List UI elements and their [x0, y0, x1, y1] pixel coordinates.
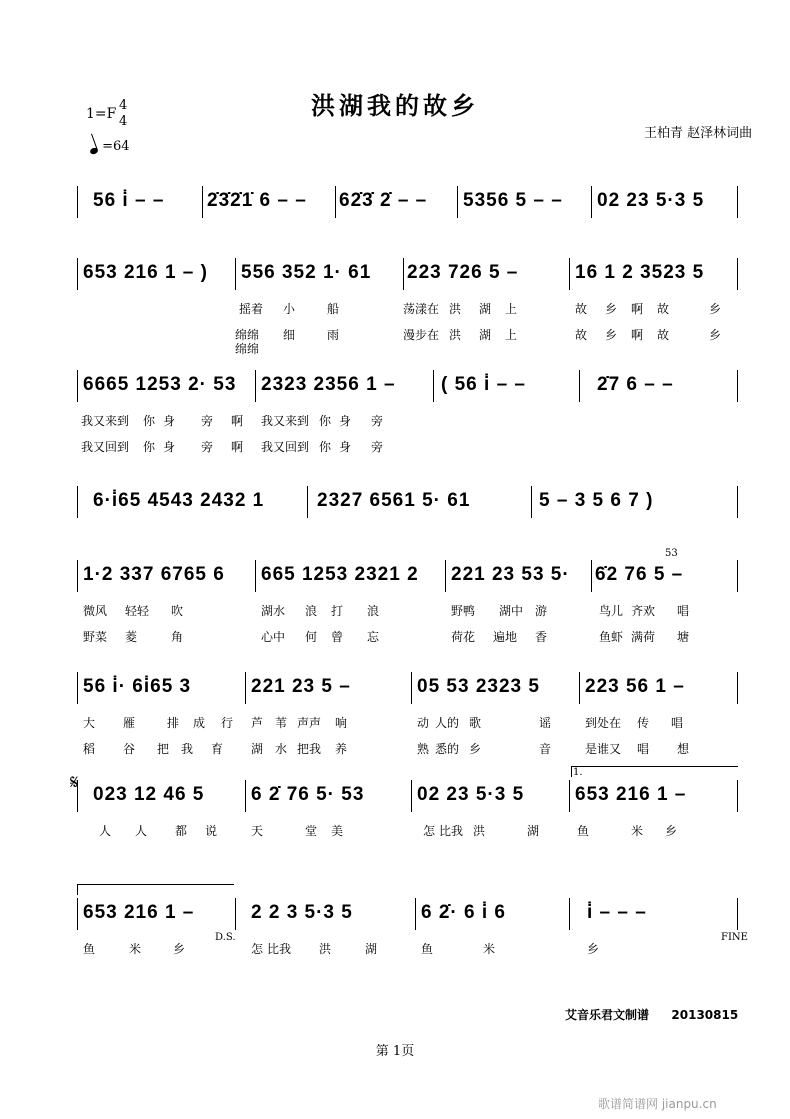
bar-line	[77, 486, 78, 518]
lyric-verse-1: 大	[83, 716, 96, 730]
lyric-verse-2: 菱	[125, 630, 138, 644]
bar-line	[569, 780, 570, 812]
song-title: 洪湖我的故乡	[311, 92, 479, 120]
lyric-verse-2: 湖	[479, 328, 492, 342]
measure-notes: 2̇7 6 – –	[597, 374, 674, 395]
measure-notes: 556 352 1· 61	[241, 262, 372, 283]
bar-line	[737, 258, 738, 290]
bar-line	[255, 560, 256, 592]
lyric-verse-2: 角	[171, 630, 184, 644]
lyric-verse-1: 美	[331, 824, 344, 838]
lyric-verse-1: 你	[319, 414, 332, 428]
tempo-value: =64	[102, 139, 130, 154]
lyric-verse-1: 谣	[539, 716, 552, 730]
bar-line	[235, 898, 236, 930]
lyric-verse-2: 水	[275, 742, 288, 756]
lyric-verse-1: 鱼	[577, 824, 590, 838]
lyric-verse-1: 摇着	[239, 302, 264, 316]
measure-notes: i̇ – – –	[587, 902, 647, 923]
lyric-verse-1: 游	[535, 604, 548, 618]
date: 20130815	[671, 1008, 739, 1022]
lyric-verse-1: 野鸭	[451, 604, 476, 618]
lyric-verse-1: 米	[631, 824, 644, 838]
lyric-verse-2: 雨	[327, 328, 340, 342]
lyric-verse-1: 米	[483, 942, 496, 956]
bar-line	[579, 370, 580, 402]
lyric-verse-2: 啊	[631, 328, 644, 342]
lyric-verse-1: 旁	[371, 414, 384, 428]
bar-line	[737, 898, 738, 930]
credit: 艾音乐君文制谱	[565, 1008, 650, 1022]
lyric-verse-1: 我又来到	[261, 414, 310, 428]
lyric-verse-2: 熟	[417, 742, 430, 756]
measure-notes: 6·i̇65 4543 2432 1	[93, 490, 265, 511]
lyric-verse-1: 比我	[439, 824, 464, 838]
bar-line	[202, 186, 203, 218]
measure-notes: 1·2 337 6765 6	[83, 564, 225, 585]
measure-notes: 02 23 5·3 5	[417, 784, 525, 805]
bar-line	[77, 560, 78, 592]
lyric-verse-1: 吹	[171, 604, 184, 618]
lyric-verse-2: 旁	[201, 440, 214, 454]
lyric-verse-1: 轻轻	[125, 604, 150, 618]
bar-line	[307, 486, 308, 518]
lyric-verse-1: 我又来到	[81, 414, 130, 428]
lyric-verse-1: 人	[99, 824, 112, 838]
lyric-verse-1: 小	[283, 302, 296, 316]
key-signature: 1=F	[86, 106, 117, 122]
measure-notes: 56 i̇· 6i̇65 3	[83, 676, 192, 697]
lyric-verse-2: 荷花	[451, 630, 476, 644]
lyric-verse-2: 塘	[677, 630, 690, 644]
measure-notes: 2327 6561 5· 61	[317, 490, 471, 511]
bar-line	[433, 370, 434, 402]
lyric-verse-2: 我又回到	[81, 440, 130, 454]
bar-line	[569, 898, 570, 930]
lyric-verse-1: 湖水	[261, 604, 286, 618]
lyric-verse-1: 歌	[469, 716, 482, 730]
bar-line	[77, 898, 78, 930]
bar-line	[335, 186, 336, 218]
lyric-verse-2: 唱	[637, 742, 650, 756]
bar-line	[411, 672, 412, 704]
lyric-verse-1: 怎	[251, 942, 264, 956]
lyric-verse-2: 我	[181, 742, 194, 756]
bar-line	[737, 186, 738, 218]
bar-line	[77, 672, 78, 704]
lyric-verse-1: 微风	[83, 604, 108, 618]
fine-label: FINE	[721, 932, 748, 943]
lyric-verse-2: 你	[319, 440, 332, 454]
lyric-verse-2: 谷	[123, 742, 136, 756]
bar-line	[591, 186, 592, 218]
lyric-verse-1: 洪	[473, 824, 486, 838]
bar-line	[737, 560, 738, 592]
lyric-verse-2: 想	[677, 742, 690, 756]
lyric-verse-1: 比我	[267, 942, 292, 956]
lyric-verse-2: 音	[539, 742, 552, 756]
lyric-verse-1: 鸟儿	[599, 604, 624, 618]
measure-notes: 6̇2 76 5 –	[595, 564, 684, 585]
lyric-verse-1: 故	[657, 302, 670, 316]
measure-notes: 653 216 1 –	[83, 902, 195, 923]
lyric-verse-2: 香	[535, 630, 548, 644]
dal-segno-label: D.S.	[215, 932, 236, 943]
score-row	[75, 486, 745, 526]
bar-line	[737, 486, 738, 518]
measure-notes: 6665 1253 2· 53	[83, 374, 237, 395]
measure-notes: 653 216 1 – )	[83, 262, 208, 283]
lyric-verse-3: 绵绵	[235, 342, 260, 356]
lyric-verse-1: 乡	[173, 942, 186, 956]
lyric-verse-1: 旁	[201, 414, 214, 428]
bar-line	[415, 898, 416, 930]
lyric-verse-2: 洪	[449, 328, 462, 342]
measure-notes: 653 216 1 –	[575, 784, 687, 805]
lyric-verse-1: 打	[331, 604, 344, 618]
lyric-verse-1: 湖中	[499, 604, 524, 618]
lyric-verse-1: 浪	[305, 604, 318, 618]
lyric-verse-1: 湖	[527, 824, 540, 838]
measure-notes: 6 2̇· 6 i̇ 6	[421, 902, 506, 923]
bar-line	[255, 370, 256, 402]
lyric-verse-2: 心中	[261, 630, 286, 644]
lyric-verse-1: 洪	[319, 942, 332, 956]
lyric-verse-2: 遍地	[493, 630, 518, 644]
measure-notes: 221 23 5 –	[251, 676, 351, 697]
bar-line	[77, 258, 78, 290]
lyric-verse-1: 鱼	[421, 942, 434, 956]
grace-notes: 53	[665, 548, 678, 559]
bar-line	[245, 780, 246, 812]
lyric-verse-1: 人的	[435, 716, 460, 730]
lyric-verse-1: 苇	[275, 716, 288, 730]
lyric-verse-1: 动	[417, 716, 430, 730]
lyric-verse-2: 身	[163, 440, 176, 454]
bar-line	[579, 672, 580, 704]
lyric-verse-1: 唱	[671, 716, 684, 730]
lyric-verse-1: 故	[575, 302, 588, 316]
lyric-verse-2: 稻	[83, 742, 96, 756]
lyric-verse-1: 荡漾在	[403, 302, 440, 316]
score-row	[75, 548, 745, 644]
lyric-verse-1: 天	[251, 824, 264, 838]
measure-notes: 2 2 3 5·3 5	[251, 902, 353, 923]
bar-line	[403, 258, 404, 290]
lyric-verse-2: 身	[339, 440, 352, 454]
measure-notes: 62̇3̇ 2̇ – –	[339, 190, 428, 211]
lyric-verse-1: 乡	[587, 942, 600, 956]
lyric-verse-1: 雁	[123, 716, 136, 730]
volta-label: 1.	[573, 767, 583, 778]
measure-notes: 16 1 2 3523 5	[575, 262, 705, 283]
lyric-verse-1: 身	[163, 414, 176, 428]
lyric-verse-2: 故	[575, 328, 588, 342]
time-signature	[119, 98, 127, 130]
lyric-verse-2: 乡	[709, 328, 722, 342]
lyric-verse-2: 把	[157, 742, 170, 756]
lyric-verse-1: 齐欢	[631, 604, 656, 618]
time-sig-top: 4	[119, 98, 128, 113]
lyric-verse-2: 满荷	[631, 630, 656, 644]
measure-notes: 05 53 2323 5	[417, 676, 540, 697]
measure-notes: 6 2̇ 76 5· 53	[251, 784, 365, 805]
lyric-verse-1: 都	[175, 824, 188, 838]
lyric-verse-1: 你	[143, 414, 156, 428]
lyric-verse-1: 浪	[367, 604, 380, 618]
lyric-verse-2: 乡	[605, 328, 618, 342]
bar-line	[235, 258, 236, 290]
bar-line	[737, 672, 738, 704]
measure-notes: 5 – 3 5 6 7 )	[539, 490, 654, 511]
lyric-verse-2: 故	[657, 328, 670, 342]
credit-line	[565, 1006, 738, 1023]
lyric-verse-1: 响	[335, 716, 348, 730]
measure-notes: 5356 5 – –	[463, 190, 563, 211]
lyric-verse-1: 声声	[297, 716, 322, 730]
score-row	[75, 186, 745, 226]
lyric-verse-1: 啊	[231, 414, 244, 428]
lyric-verse-1: 上	[505, 302, 518, 316]
lyric-verse-1: 排	[167, 716, 180, 730]
lyric-verse-1: 乡	[709, 302, 722, 316]
segno-icon: 𝄋	[70, 770, 79, 794]
bar-line	[737, 370, 738, 402]
lyric-verse-2: 育	[211, 742, 224, 756]
lyric-verse-1: 人	[135, 824, 148, 838]
lyric-verse-2: 悉的	[435, 742, 460, 756]
lyric-verse-2: 漫步在	[403, 328, 440, 342]
lyric-verse-2: 忘	[367, 630, 380, 644]
lyric-verse-2: 细	[283, 328, 296, 342]
lyric-verse-1: 芦	[251, 716, 264, 730]
score-row	[75, 258, 745, 356]
lyric-verse-2: 我又回到	[261, 440, 310, 454]
score-row	[75, 767, 745, 838]
lyric-verse-1: 到处在	[585, 716, 622, 730]
lyric-verse-2: 啊	[231, 440, 244, 454]
measure-notes: 02 23 5·3 5	[597, 190, 705, 211]
lyric-verse-1: 成	[193, 716, 206, 730]
lyric-verse-1: 唱	[677, 604, 690, 618]
volta-bracket	[77, 884, 234, 895]
lyric-verse-2: 旁	[371, 440, 384, 454]
bar-line	[591, 560, 592, 592]
lyric-verse-2: 湖	[251, 742, 264, 756]
volta-bracket	[571, 766, 738, 777]
lyric-verse-1: 说	[205, 824, 218, 838]
measure-notes: 223 56 1 –	[585, 676, 685, 697]
lyric-verse-1: 乡	[605, 302, 618, 316]
lyric-verse-2: 鱼虾	[599, 630, 624, 644]
lyric-verse-2: 是谁又	[585, 742, 622, 756]
measure-notes: 665 1253 2321 2	[261, 564, 419, 585]
lyric-verse-2: 养	[335, 742, 348, 756]
quarter-note-icon	[89, 147, 99, 155]
score-row	[75, 370, 745, 454]
bar-line	[569, 258, 570, 290]
measure-notes: ( 56 i̇ – –	[441, 374, 526, 395]
bar-line	[531, 486, 532, 518]
measure-notes: 221 23 53 5·	[451, 564, 570, 585]
composer: 王柏青 赵泽林词曲	[644, 126, 753, 141]
lyric-verse-1: 船	[327, 302, 340, 316]
lyric-verse-1: 米	[129, 942, 142, 956]
lyric-verse-1: 身	[339, 414, 352, 428]
bar-line	[445, 560, 446, 592]
lyric-verse-1: 啊	[631, 302, 644, 316]
bar-line	[77, 370, 78, 402]
watermark: 歌谱简谱网 jianpu.cn	[598, 1097, 717, 1111]
lyric-verse-2: 何	[305, 630, 318, 644]
bar-line	[245, 672, 246, 704]
lyric-verse-2: 绵绵	[235, 328, 260, 342]
lyric-verse-1: 洪	[449, 302, 462, 316]
lyric-verse-2: 把我	[297, 742, 322, 756]
measure-notes: 2323 2356 1 –	[261, 374, 396, 395]
lyric-verse-2: 曾	[331, 630, 344, 644]
bar-line	[457, 186, 458, 218]
time-sig-bottom: 4	[119, 114, 128, 129]
lyric-verse-1: 湖	[365, 942, 378, 956]
lyric-verse-1: 行	[221, 716, 234, 730]
score-row	[75, 672, 745, 756]
lyric-verse-1: 怎	[423, 824, 436, 838]
lyric-verse-2: 上	[505, 328, 518, 342]
bar-line	[411, 780, 412, 812]
measure-notes: 2̇3̇2̇1̇ 6 – –	[207, 190, 307, 211]
lyric-verse-1: 传	[637, 716, 650, 730]
lyric-verse-1: 堂	[305, 824, 318, 838]
page-number: 第 1页	[375, 1044, 415, 1059]
lyric-verse-2: 你	[143, 440, 156, 454]
measure-notes: 223 726 5 –	[407, 262, 519, 283]
score-row	[75, 898, 748, 956]
measure-notes: 023 12 46 5	[93, 784, 205, 805]
measure-notes: 56 i̇ – –	[93, 190, 165, 211]
lyric-verse-1: 湖	[479, 302, 492, 316]
tempo-marking	[90, 139, 130, 154]
lyric-verse-2: 乡	[469, 742, 482, 756]
bar-line	[77, 186, 78, 218]
bar-line	[737, 780, 738, 812]
lyric-verse-2: 野菜	[83, 630, 108, 644]
lyric-verse-1: 鱼	[83, 942, 96, 956]
lyric-verse-1: 乡	[665, 824, 678, 838]
